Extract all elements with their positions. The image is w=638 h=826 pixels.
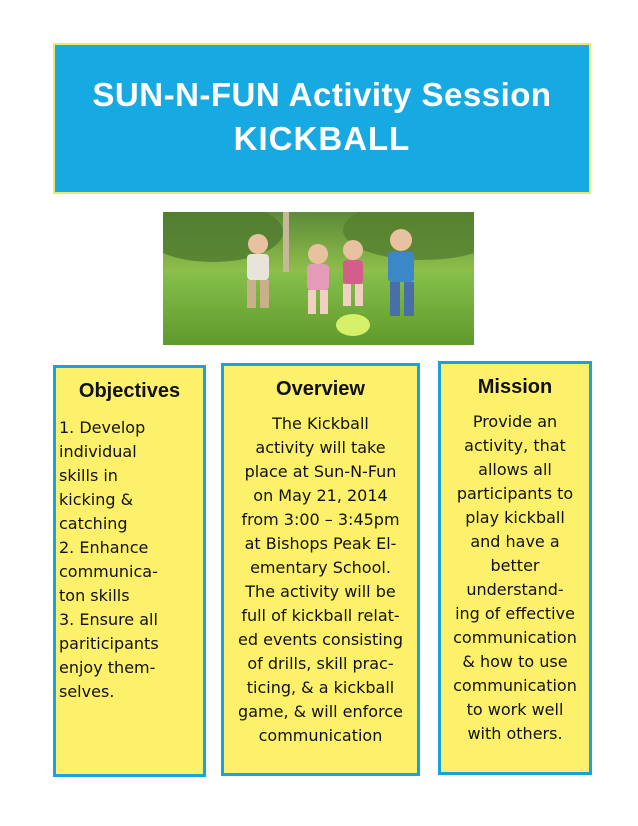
overview-heading: Overview [276,378,365,400]
objectives-line: individual [59,442,137,461]
objectives-line: enjoy them- [59,658,156,677]
banner-subtitle: KICKBALL [233,120,411,157]
mission-line: Provide an [472,412,558,431]
overview-line: game, & will enforce [238,702,403,721]
overview-line: on May 21, 2014 [253,486,388,505]
objectives-box [53,365,206,777]
objectives-line: ton skills [59,586,130,605]
overview-line: ementary School. [250,558,391,577]
objectives-line: 3. Ensure all [59,610,158,629]
mission-line: communication [453,676,577,695]
overview-line: The Kickball [272,414,369,433]
overview-body [224,412,417,748]
mission-line: understand- [466,580,564,599]
overview-line: full of kickball relat- [241,606,400,625]
overview-line: communication [258,726,383,745]
mission-line: and have a [470,532,560,551]
mission-heading: Mission [477,376,553,398]
overview-line: place at Sun-N-Fun [244,462,397,481]
mission-line: communication [453,628,577,647]
mission-line: & how to use [462,652,568,671]
objectives-body [56,416,203,704]
kids-kickball-photo [163,212,474,345]
objectives-line: communica- [59,562,158,581]
title-banner [53,43,591,194]
mission-line: with others. [467,724,563,743]
overview-line: The activity will be [245,582,396,601]
overview-line: from 3:00 – 3:45pm [241,510,400,529]
mission-line: activity, that [464,436,566,455]
mission-body [441,410,589,746]
overview-line: at Bishops Peak El- [244,534,397,553]
overview-line: ed events consisting [238,630,403,649]
mission-box [438,361,592,775]
mission-line: ing of effective [455,604,575,623]
mission-line: better [490,556,540,575]
objectives-line: kicking & [59,490,134,509]
objectives-line: 1. Develop [59,418,146,437]
objectives-line: skills in [59,466,118,485]
banner-title: SUN-N-FUN Activity Session [92,76,552,113]
objectives-line: catching [59,514,128,533]
overview-line: of drills, skill prac- [247,654,394,673]
objectives-heading: Objectives [78,380,181,402]
mission-line: play kickball [465,508,565,527]
objectives-line: 2. Enhance [59,538,149,557]
overview-line: ticing, & a kickball [246,678,395,697]
mission-line: participants to [456,484,574,503]
objectives-line: pariticipants [59,634,159,653]
overview-line: activity will take [255,438,386,457]
overview-box [221,363,420,776]
mission-line: to work well [466,700,564,719]
objectives-line: selves. [59,682,115,701]
mission-line: allows all [478,460,552,479]
kickball-icon [336,314,370,336]
